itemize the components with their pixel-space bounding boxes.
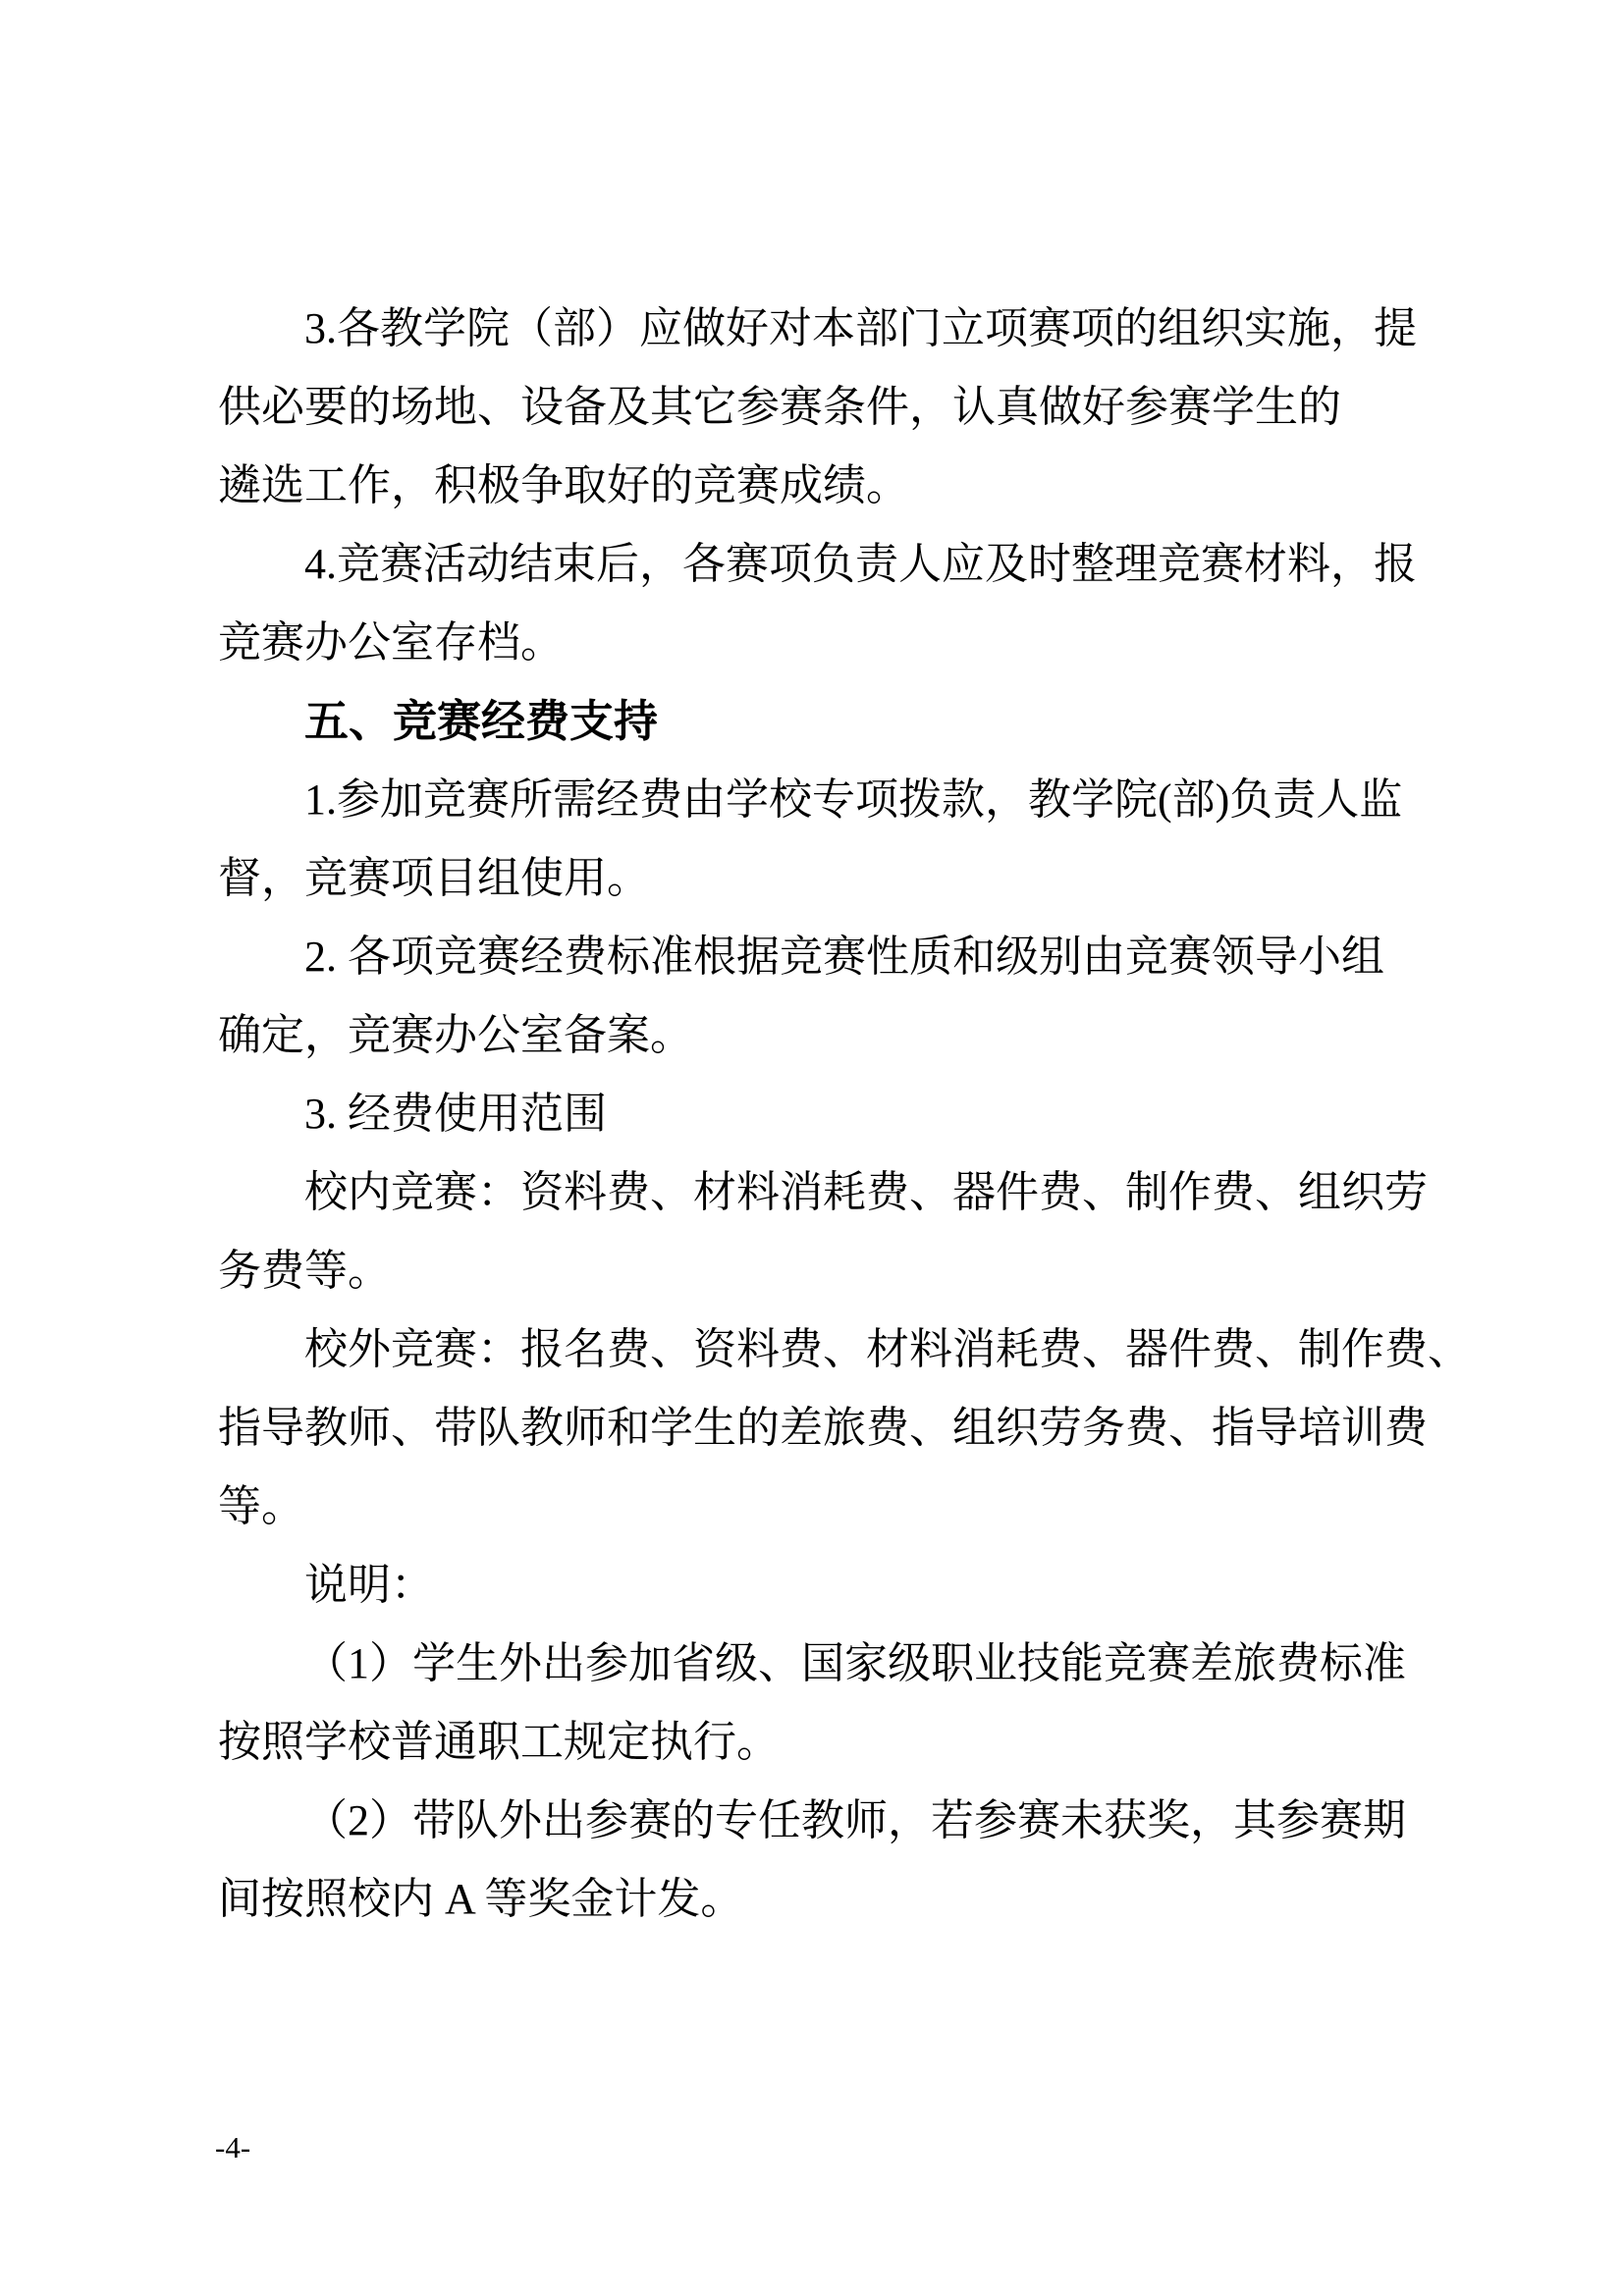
text-line: 校内竞赛：资料费、材料消耗费、器件费、制作费、组织劳 [304, 1168, 1428, 1216]
text-line: （2）带队外出参赛的专任教师，若参赛未获奖，其参赛期 [304, 1796, 1406, 1844]
text-line: 3. 经费使用范围 [304, 1090, 607, 1138]
document-body [218, 290, 1494, 1939]
page-number: -4- [215, 2130, 251, 2164]
text-line: （1）学生外出参加省级、国家级职业技能竞赛差旅费标准 [304, 1639, 1406, 1687]
text-line: 供必要的场地、设备及其它参赛条件，认真做好参赛学生的 [218, 383, 1341, 431]
text-line: 遴选工作，积极争取好的竞赛成绩。 [218, 461, 909, 509]
text-line: 指导教师、带队教师和学生的差旅费、组织劳务费、指导培训费 [218, 1404, 1428, 1452]
text-line: 按照学校普通职工规定执行。 [218, 1718, 780, 1766]
text-line: 2. 各项竞赛经费标准根据竞赛性质和级别由竞赛领导小组 [304, 933, 1384, 981]
text-line: 间按照校内 A 等奖金计发。 [218, 1875, 744, 1923]
text-line: 督，竞赛项目组使用。 [218, 854, 650, 902]
section-heading: 五、竞赛经费支持 [304, 696, 659, 746]
text-line: 校外竞赛：报名费、资料费、材料消耗费、器件费、制作费、 [304, 1325, 1471, 1373]
text-line: 3.各教学院（部）应做好对本部门立项赛项的组织实施，提 [304, 304, 1417, 352]
text-line: 等。 [218, 1482, 304, 1530]
text-line: 4.竞赛活动结束后，各赛项负责人应及时整理竞赛材料，报 [304, 540, 1417, 588]
text-line: 确定，竞赛办公室备案。 [218, 1011, 693, 1059]
text-line: 1.参加竞赛所需经费由学校专项拨款，教学院(部)负责人监 [304, 775, 1403, 824]
text-line: 说明： [304, 1561, 434, 1609]
text-line: 竞赛办公室存档。 [218, 618, 564, 667]
text-line: 务费等。 [218, 1247, 391, 1295]
